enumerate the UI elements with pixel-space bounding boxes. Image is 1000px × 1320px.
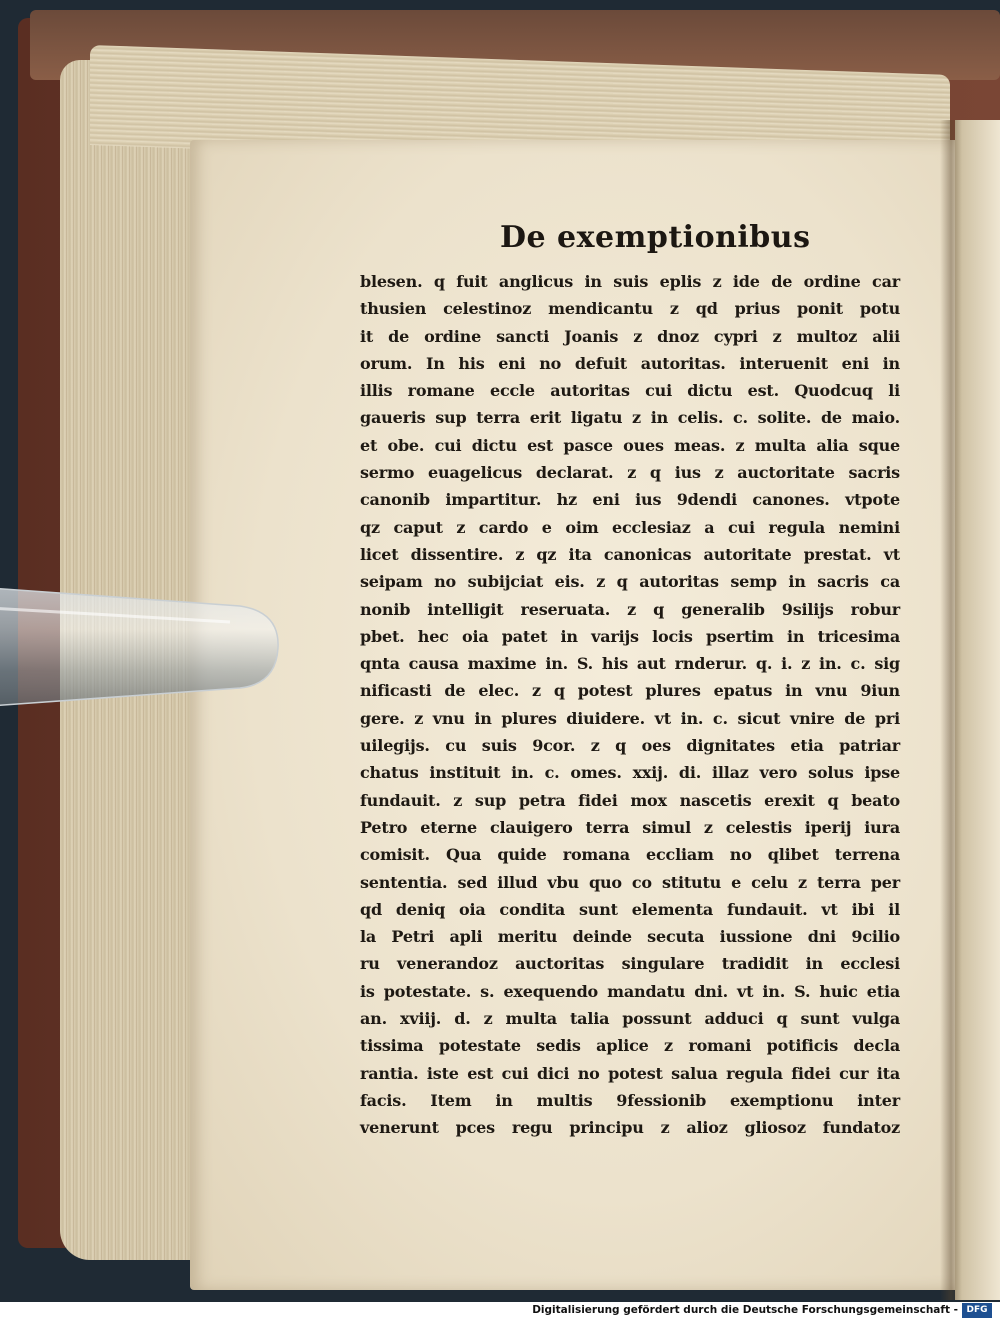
text-line: comisit. Qua quide romana eccliam no qlibet terrena [360,845,900,865]
text-line: illis romane eccle autoritas cui dictu est. Quodcuq li [360,381,900,401]
text-line: an. xviij. d. z multa talia possunt adduci q sunt vulga [360,1009,900,1029]
text-line: canonib impartitur. hz eni ius 9dendi canones. vtpote [360,490,900,510]
dfg-logo: DFG [962,1303,992,1318]
text-line: et obe. cui dictu est pasce oues meas. z multa alia sque [360,435,900,455]
text-line: thusien celestinoz mendicantu z qd prius ponit potu [360,299,900,319]
book-gutter [940,120,962,1300]
text-line: orum. In his eni no defuit autoritas. interuenit eni in [360,353,900,373]
text-line: qnta causa maxime in. S. his aut rnderur. q. i. z in. c. sig [360,654,900,674]
text-line: pbet. hec oia patet in varijs locis psertim in tricesima [360,626,900,646]
text-line: gaueris sup terra erit ligatu z in celis. c. solite. de maio. [360,408,900,428]
text-line: fundauit. z sup petra fidei mox nascetis erexit q beato [360,790,900,810]
text-line: is potestate. s. exequendo mandatu dni. vt in. S. huic etia [360,981,900,1001]
running-head: De exemptionibus [500,220,811,255]
text-line: nonib intelligit reseruata. z q generalib 9silijs robur [360,599,900,619]
text-line: gere. z vnu in plures diuidere. vt in. c. sicut vnire de pri [360,708,900,728]
text-line: sententia. sed illud vbu quo co stitutu e celu z terra per [360,872,900,892]
text-block [360,268,900,1142]
funding-credit: Digitalisierung gefördert durch die Deutsche Forschungsgemeinschaft - [532,1304,958,1316]
text-line: facis. Item in multis 9fessionib exemptionu inter [360,1090,900,1110]
text-line: blesen. q fuit anglicus in suis eplis z ide de ordine car [360,272,900,291]
text-line: chatus instituit in. c. omes. xxij. di. illaz vero solus ipse [360,763,900,783]
text-line: sermo euagelicus declarat. z q ius z auctoritate sacris [360,463,900,483]
text-line: qz caput z cardo e oim ecclesiaz a cui regula nemini [360,517,900,537]
text-line: it de ordine sancti Joanis z dnoz cypri z multoz alii [360,326,900,346]
text-line: nificasti de elec. z q potest plures epatus in vnu 9iun [360,681,900,701]
text-line: qd deniq oia condita sunt elementa fundauit. vt ibi il [360,899,900,919]
text-line: Petro eterne clauigero terra simul z celestis iperij iura [360,817,900,837]
text-line: seipam no subijciat eis. z q autoritas semp in sacris ca [360,572,900,592]
text-line: venerunt pces regu principu z alioz gliosoz fundatoz [360,1118,900,1138]
text-line: rantia. iste est cui dici no potest salua regula fidei cur ita [360,1063,900,1083]
text-line: tissima potestate sedis aplice z romani potificis decla [360,1036,900,1056]
text-line: uilegijs. cu suis 9cor. z q oes dignitates etia patriar [360,736,900,756]
text-line: la Petri apli meritu deinde secuta iussione dni 9cilio [360,927,900,947]
text-line: ru venerandoz auctoritas singulare tradidit in ecclesi [360,954,900,974]
glass-page-weight [0,578,280,718]
text-line: licet dissentire. z qz ita canonicas autoritate prestat. vt [360,544,900,564]
footer [0,1302,1000,1320]
